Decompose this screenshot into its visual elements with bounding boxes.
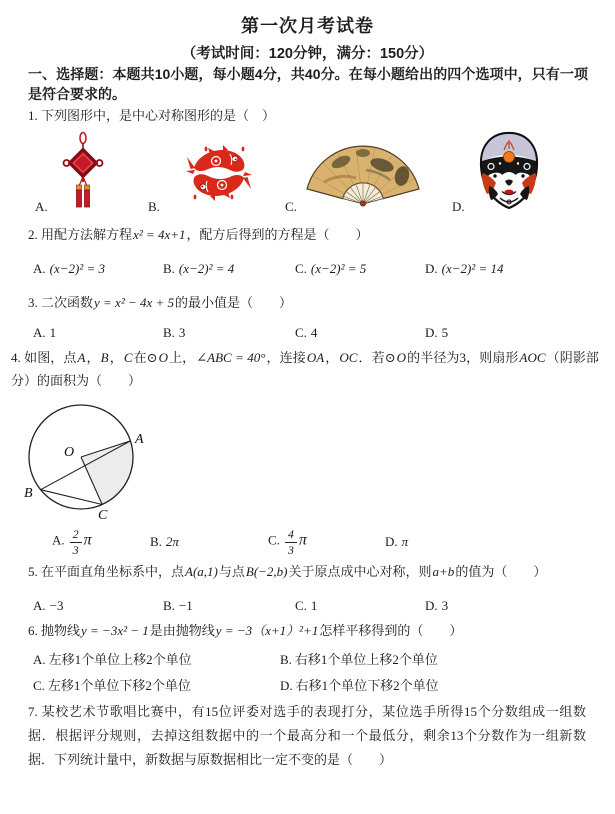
q3-option-d: D. 5 bbox=[425, 325, 449, 340]
exam-title: 第一次月考试卷 bbox=[241, 16, 374, 36]
q3-option-a: A. 1 bbox=[33, 325, 57, 340]
q6-option-b: B. 右移1个单位上移2个单位 bbox=[280, 652, 438, 667]
fraction: $\frac{4}{3}$ bbox=[285, 528, 297, 556]
fraction: $\frac{2}{3}$ bbox=[70, 528, 82, 556]
q4-option-b: B. 2π bbox=[150, 534, 179, 549]
q3-option-b: B. 3 bbox=[163, 325, 186, 340]
q4-option-c: C. $\frac{4}{3}$ π bbox=[268, 527, 307, 557]
question-5-text: 5. 在平面直角坐标系中，点A(a,1)与点B(−2,b)关于原点成中心对称，则a+b的值为（ ） bbox=[28, 564, 547, 579]
opera-mask-image bbox=[476, 131, 542, 209]
q1-option-c-label: C. bbox=[285, 199, 297, 214]
question-6-text: 6. 抛物线y = −3x² − 1是由抛物线y = −3（x+1）²+1怎样平移得到的（ ） bbox=[28, 623, 463, 638]
q5-option-a: A. −3 bbox=[33, 598, 64, 613]
double-fish-image bbox=[186, 142, 252, 204]
diagram-label-o: O bbox=[64, 445, 75, 460]
q2-option-a: A. (x−2)² = 3 bbox=[33, 261, 106, 276]
q1-option-d-label: D. bbox=[452, 199, 465, 214]
q1-option-a-label: A. bbox=[35, 199, 48, 214]
q3-option-c: C. 4 bbox=[295, 325, 318, 340]
q2-option-c: C. (x−2)² = 5 bbox=[295, 261, 367, 276]
folding-fan-image bbox=[306, 140, 420, 208]
q2-option-d: D. (x−2)² = 14 bbox=[425, 261, 504, 276]
q6-option-c: C. 左移1个单位下移2个单位 bbox=[33, 678, 191, 693]
diagram-label-a: A bbox=[135, 432, 144, 447]
diagram-label-b: B bbox=[24, 486, 33, 501]
circle-diagram bbox=[18, 396, 152, 524]
q5-option-c: C. 1 bbox=[295, 598, 318, 613]
q6-option-a: A. 左移1个单位上移2个单位 bbox=[33, 652, 192, 667]
q2-option-b: B. (x−2)² = 4 bbox=[163, 261, 235, 276]
section-header: 一、选择题：本题共10小题，每小题4分，共40分。在每小题给出的四个选项中，只有一项是符合要求的。 bbox=[28, 66, 588, 102]
q5-option-b: B. −1 bbox=[163, 598, 193, 613]
question-7-text: 7. 某校艺术节歌唱比赛中，有15位评委对选手的表现打分，某位选手所得15个分数组成一组数据．根据评分规则，去掉这组数据中的一个最高分和一个最低分，剩余13个分数作为一组新数据．下列统计量中，新数据与原数据相比一定不变的是（ ） bbox=[28, 704, 586, 767]
chinese-knot-image bbox=[62, 130, 104, 208]
exam-subtitle: （考试时间：120分钟，满分：150分） bbox=[181, 46, 434, 62]
q4-option-a: A. $\frac{2}{3}$ π bbox=[52, 527, 92, 557]
q4-option-d: D. π bbox=[385, 534, 409, 549]
q1-option-b-label: B. bbox=[148, 199, 160, 214]
q6-option-d: D. 右移1个单位下移2个单位 bbox=[280, 678, 439, 693]
question-4-text: 4. 如图，点A，B，C在⊙O上，∠ABC = 40°，连接OA，OC．若⊙O的半径为3，则扇形AOC（阴影部分）的面积为（ ） bbox=[11, 350, 599, 388]
question-2-text: 2. 用配方法解方程x² = 4x+1，配方后得到的方程是（ ） bbox=[28, 227, 369, 242]
diagram-label-c: C bbox=[98, 508, 108, 523]
question-1-text: 1. 下列图形中，是中心对称图形的是（ ） bbox=[28, 108, 276, 123]
q5-option-d: D. 3 bbox=[425, 598, 449, 613]
question-3-text: 3. 二次函数y = x² − 4x + 5的最小值是（ ） bbox=[28, 295, 293, 310]
